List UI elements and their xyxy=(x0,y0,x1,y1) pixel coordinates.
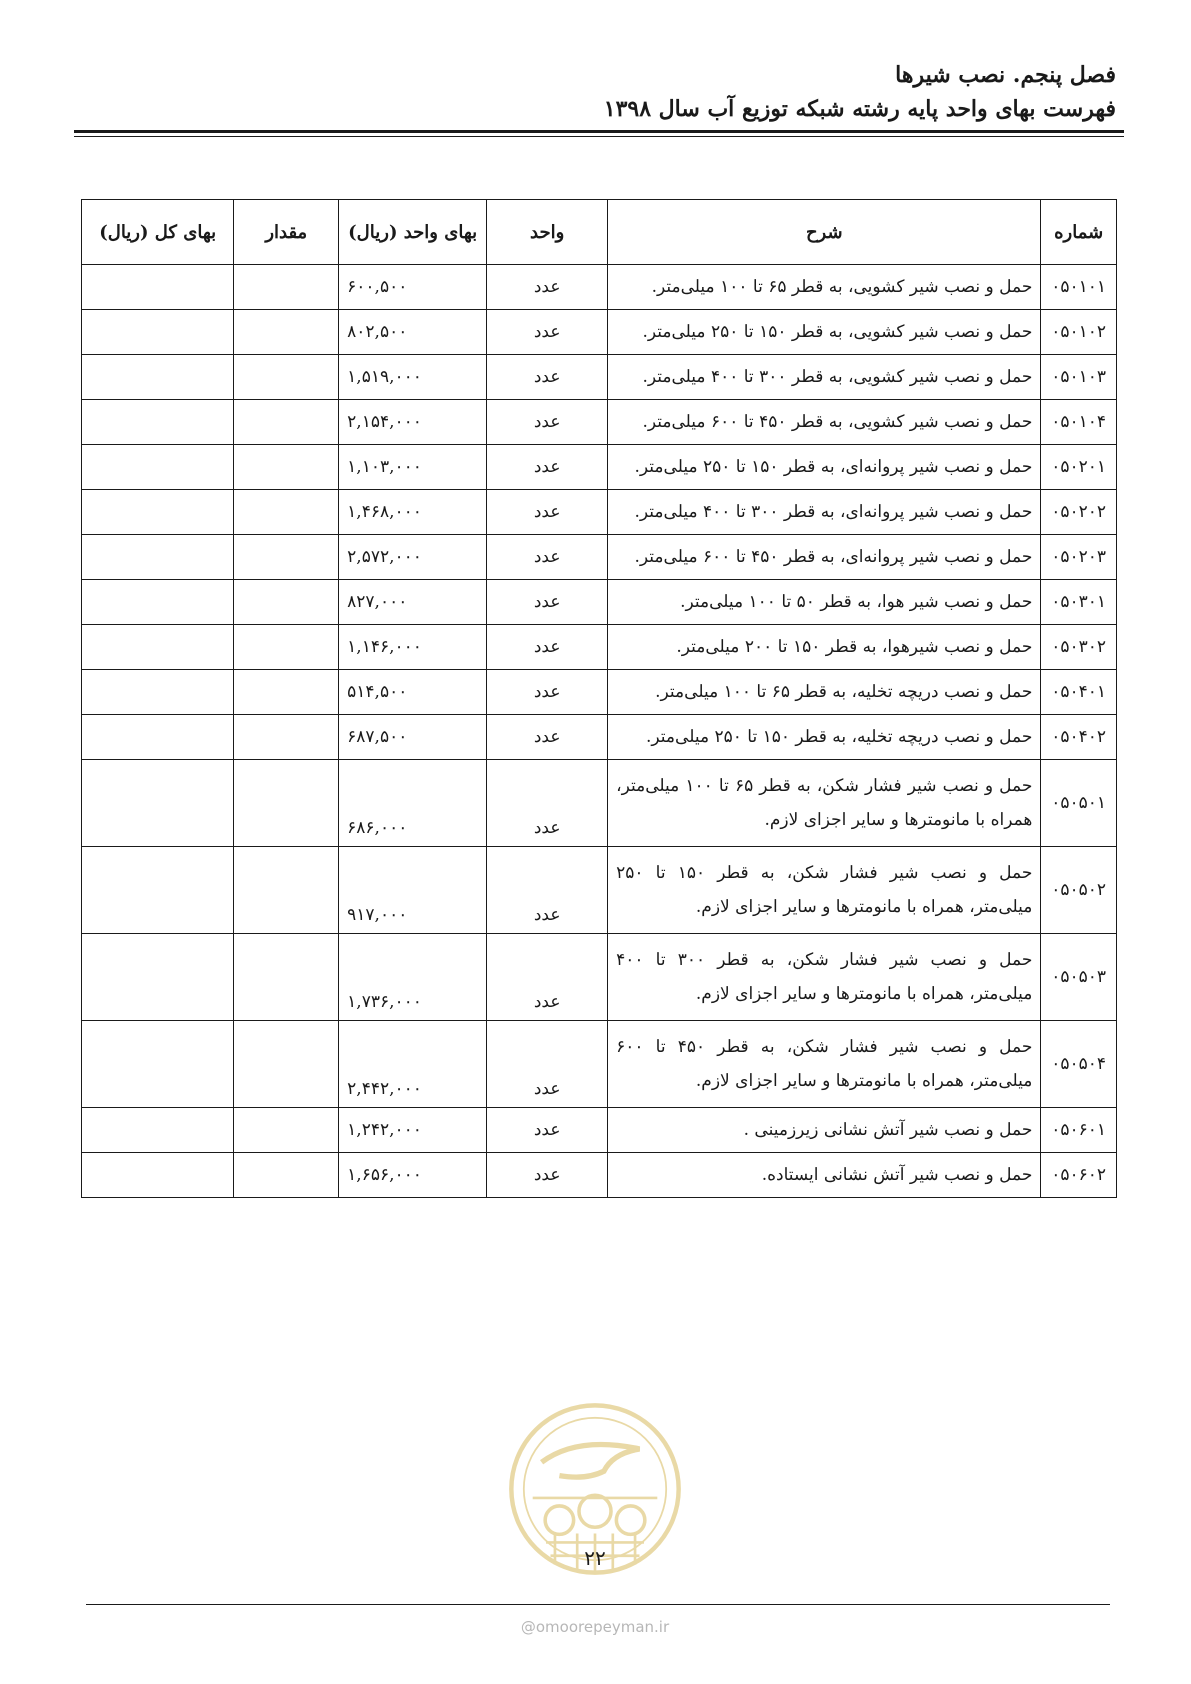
cell-unit-price: ۱,۲۴۲,۰۰۰ xyxy=(339,1108,487,1153)
cell-description: حمل و نصب شیر کشویی، به قطر ۴۵۰ تا ۶۰۰ میلی‌متر. xyxy=(608,400,1041,445)
chapter-title: فصل پنجم. نصب شیرها xyxy=(895,62,1116,88)
table-row xyxy=(82,670,1117,715)
footer-divider xyxy=(86,1604,1110,1605)
cell-unit: عدد xyxy=(487,400,608,445)
cell-total-price xyxy=(82,715,234,760)
cell-unit-price: ۶۸۷,۵۰۰ xyxy=(339,715,487,760)
page-header xyxy=(76,58,1116,126)
cell-unit: عدد xyxy=(487,715,608,760)
cell-unit: عدد xyxy=(487,1153,608,1198)
table-row xyxy=(82,847,1117,934)
table-row xyxy=(82,310,1117,355)
cell-unit-price: ۱,۶۵۶,۰۰۰ xyxy=(339,1153,487,1198)
header-divider-thick xyxy=(74,130,1124,133)
cell-description: حمل و نصب شیر فشار شکن، به قطر ۴۵۰ تا ۶۰۰ میلی‌متر، همراه با مانومترها و سایر اجزای لازم. xyxy=(608,1021,1041,1108)
cell-quantity xyxy=(234,625,339,670)
cell-total-price xyxy=(82,580,234,625)
cell-quantity xyxy=(234,934,339,1021)
table-row xyxy=(82,445,1117,490)
price-list-table xyxy=(81,199,1117,1198)
header-quantity: مقدار xyxy=(234,200,339,265)
cell-description: حمل و نصب شیر فشار شکن، به قطر ۶۵ تا ۱۰۰ میلی‌متر، همراه با مانومترها و سایر اجزای لازم. xyxy=(608,760,1041,847)
table-row xyxy=(82,535,1117,580)
cell-code: ۰۵۰۵۰۱ xyxy=(1041,760,1117,847)
cell-description: حمل و نصب شیر فشار شکن، به قطر ۱۵۰ تا ۲۵۰ میلی‌متر، همراه با مانومترها و سایر اجزای لازم. xyxy=(608,847,1041,934)
table-row xyxy=(82,715,1117,760)
cell-unit-price: ۱,۵۱۹,۰۰۰ xyxy=(339,355,487,400)
cell-code: ۰۵۰۴۰۱ xyxy=(1041,670,1117,715)
cell-code: ۰۵۰۵۰۲ xyxy=(1041,847,1117,934)
header-divider-thin xyxy=(74,136,1124,137)
cell-quantity xyxy=(234,1153,339,1198)
cell-unit: عدد xyxy=(487,670,608,715)
cell-description: حمل و نصب شیر کشویی، به قطر ۳۰۰ تا ۴۰۰ میلی‌متر. xyxy=(608,355,1041,400)
cell-unit: عدد xyxy=(487,580,608,625)
cell-unit-price: ۱,۱۴۶,۰۰۰ xyxy=(339,625,487,670)
cell-quantity xyxy=(234,760,339,847)
table-body xyxy=(82,265,1117,1198)
cell-unit-price: ۲,۴۴۲,۰۰۰ xyxy=(339,1021,487,1108)
cell-total-price xyxy=(82,1153,234,1198)
cell-unit-price: ۸۲۷,۰۰۰ xyxy=(339,580,487,625)
cell-total-price xyxy=(82,625,234,670)
cell-total-price xyxy=(82,535,234,580)
cell-unit: عدد xyxy=(487,310,608,355)
cell-unit-price: ۵۱۴,۵۰۰ xyxy=(339,670,487,715)
cell-unit-price: ۹۱۷,۰۰۰ xyxy=(339,847,487,934)
cell-code: ۰۵۰۲۰۲ xyxy=(1041,490,1117,535)
cell-unit: عدد xyxy=(487,490,608,535)
cell-quantity xyxy=(234,580,339,625)
cell-description: حمل و نصب شیر پروانه‌ای، به قطر ۴۵۰ تا ۶۰۰ میلی‌متر. xyxy=(608,535,1041,580)
table-row xyxy=(82,580,1117,625)
table-row xyxy=(82,1153,1117,1198)
cell-description: حمل و نصب شیر پروانه‌ای، به قطر ۳۰۰ تا ۴۰۰ میلی‌متر. xyxy=(608,490,1041,535)
cell-code: ۰۵۰۲۰۳ xyxy=(1041,535,1117,580)
table-row xyxy=(82,400,1117,445)
cell-total-price xyxy=(82,490,234,535)
cell-total-price xyxy=(82,310,234,355)
cell-quantity xyxy=(234,445,339,490)
cell-quantity xyxy=(234,400,339,445)
cell-code: ۰۵۰۱۰۲ xyxy=(1041,310,1117,355)
cell-unit-price: ۲,۱۵۴,۰۰۰ xyxy=(339,400,487,445)
cell-description: حمل و نصب شیر آتش نشانی ایستاده. xyxy=(608,1153,1041,1198)
cell-total-price xyxy=(82,445,234,490)
cell-unit: عدد xyxy=(487,535,608,580)
cell-description: حمل و نصب شیر هوا، به قطر ۵۰ تا ۱۰۰ میلی‌متر. xyxy=(608,580,1041,625)
page-number: ۲۲ xyxy=(584,1546,606,1570)
cell-quantity xyxy=(234,310,339,355)
cell-total-price xyxy=(82,1021,234,1108)
table-row xyxy=(82,355,1117,400)
cell-unit-price: ۱,۷۳۶,۰۰۰ xyxy=(339,934,487,1021)
cell-description: حمل و نصب شیر کشویی، به قطر ۱۵۰ تا ۲۵۰ میلی‌متر. xyxy=(608,310,1041,355)
cell-description: حمل و نصب شیر پروانه‌ای، به قطر ۱۵۰ تا ۲۵۰ میلی‌متر. xyxy=(608,445,1041,490)
table-row xyxy=(82,760,1117,847)
cell-quantity xyxy=(234,490,339,535)
cell-description: حمل و نصب شیر آتش نشانی زیرزمینی . xyxy=(608,1108,1041,1153)
table-row xyxy=(82,1108,1117,1153)
cell-total-price xyxy=(82,355,234,400)
cell-total-price xyxy=(82,400,234,445)
cell-description: حمل و نصب شیرهوا، به قطر ۱۵۰ تا ۲۰۰ میلی‌متر. xyxy=(608,625,1041,670)
cell-quantity xyxy=(234,355,339,400)
table-row xyxy=(82,265,1117,310)
cell-code: ۰۵۰۳۰۲ xyxy=(1041,625,1117,670)
document-title: فهرست بهای واحد پایه رشته شبکه توزیع آب سال ۱۳۹۸ xyxy=(603,96,1116,122)
cell-unit: عدد xyxy=(487,265,608,310)
cell-unit: عدد xyxy=(487,355,608,400)
cell-quantity xyxy=(234,670,339,715)
table-row xyxy=(82,625,1117,670)
cell-quantity xyxy=(234,535,339,580)
cell-unit-price: ۶۰۰,۵۰۰ xyxy=(339,265,487,310)
header-unit: واحد xyxy=(487,200,608,265)
cell-quantity xyxy=(234,715,339,760)
cell-quantity xyxy=(234,1108,339,1153)
header-unit-price: بهای واحد (ریال) xyxy=(339,200,487,265)
table-row xyxy=(82,490,1117,535)
cell-total-price xyxy=(82,1108,234,1153)
footer-website: @omoorepeyman.ir xyxy=(520,1618,670,1636)
cell-quantity xyxy=(234,847,339,934)
table-row xyxy=(82,1021,1117,1108)
table-header-row xyxy=(82,200,1117,265)
cell-code: ۰۵۰۵۰۴ xyxy=(1041,1021,1117,1108)
cell-description: حمل و نصب شیر کشویی، به قطر ۶۵ تا ۱۰۰ میلی‌متر. xyxy=(608,265,1041,310)
cell-unit: عدد xyxy=(487,760,608,847)
cell-code: ۰۵۰۳۰۱ xyxy=(1041,580,1117,625)
cell-code: ۰۵۰۱۰۴ xyxy=(1041,400,1117,445)
cell-total-price xyxy=(82,934,234,1021)
cell-total-price xyxy=(82,670,234,715)
cell-code: ۰۵۰۶۰۲ xyxy=(1041,1153,1117,1198)
cell-unit-price: ۶۸۶,۰۰۰ xyxy=(339,760,487,847)
cell-total-price xyxy=(82,760,234,847)
cell-unit: عدد xyxy=(487,445,608,490)
cell-unit: عدد xyxy=(487,625,608,670)
header-total-price: بهای کل (ریال) xyxy=(82,200,234,265)
cell-code: ۰۵۰۶۰۱ xyxy=(1041,1108,1117,1153)
cell-unit-price: ۱,۱۰۳,۰۰۰ xyxy=(339,445,487,490)
cell-description: حمل و نصب دریچه تخلیه، به قطر ۶۵ تا ۱۰۰ میلی‌متر. xyxy=(608,670,1041,715)
header-code: شماره xyxy=(1041,200,1117,265)
cell-quantity xyxy=(234,265,339,310)
cell-code: ۰۵۰۱۰۳ xyxy=(1041,355,1117,400)
cell-description: حمل و نصب شیر فشار شکن، به قطر ۳۰۰ تا ۴۰۰ میلی‌متر، همراه با مانومترها و سایر اجزای لازم. xyxy=(608,934,1041,1021)
cell-code: ۰۵۰۵۰۳ xyxy=(1041,934,1117,1021)
cell-quantity xyxy=(234,1021,339,1108)
cell-code: ۰۵۰۴۰۲ xyxy=(1041,715,1117,760)
cell-unit: عدد xyxy=(487,1021,608,1108)
cell-code: ۰۵۰۱۰۱ xyxy=(1041,265,1117,310)
cell-total-price xyxy=(82,847,234,934)
cell-description: حمل و نصب دریچه تخلیه، به قطر ۱۵۰ تا ۲۵۰ میلی‌متر. xyxy=(608,715,1041,760)
cell-unit: عدد xyxy=(487,934,608,1021)
table-row xyxy=(82,934,1117,1021)
cell-unit-price: ۲,۵۷۲,۰۰۰ xyxy=(339,535,487,580)
header-description: شرح xyxy=(608,200,1041,265)
cell-unit-price: ۱,۴۶۸,۰۰۰ xyxy=(339,490,487,535)
cell-total-price xyxy=(82,265,234,310)
cell-code: ۰۵۰۲۰۱ xyxy=(1041,445,1117,490)
cell-unit: عدد xyxy=(487,847,608,934)
cell-unit: عدد xyxy=(487,1108,608,1153)
cell-unit-price: ۸۰۲,۵۰۰ xyxy=(339,310,487,355)
